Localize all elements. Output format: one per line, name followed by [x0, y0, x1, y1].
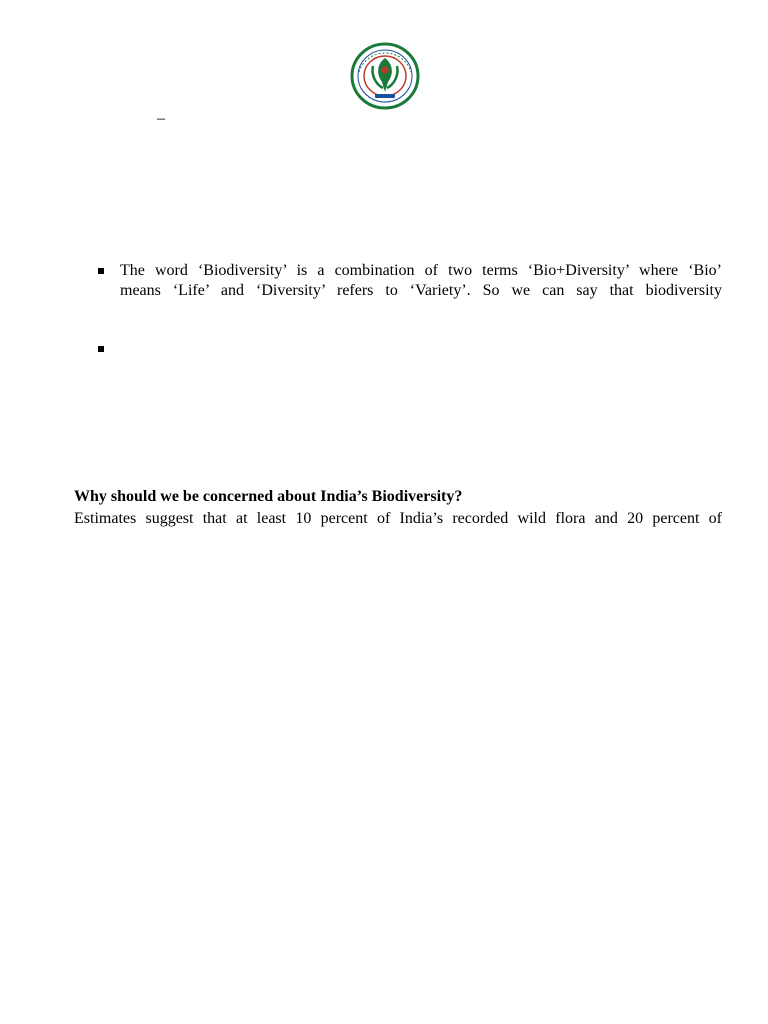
paragraph-line: The word ‘Biodiversity’ is a combination of two terms ‘Bio+Diversity’ where ‘Bio’	[120, 262, 722, 279]
section-body-paragraph: Estimates suggest that at least 10 percent of India’s recorded wild flora and 20 percent of	[74, 510, 722, 527]
dash-mark: –	[157, 110, 165, 127]
school-logo	[349, 42, 421, 110]
dps-emblem-icon	[349, 42, 421, 110]
bullet-marker	[98, 268, 104, 274]
paragraph-line: means ‘Life’ and ‘Diversity’ refers to ‘Variety’. So we can say that biodiversity	[120, 282, 722, 299]
section-heading: Why should we be concerned about India’s Biodiversity?	[74, 488, 463, 505]
bullet-marker	[98, 346, 104, 352]
biodiversity-definition-paragraph	[120, 261, 722, 301]
